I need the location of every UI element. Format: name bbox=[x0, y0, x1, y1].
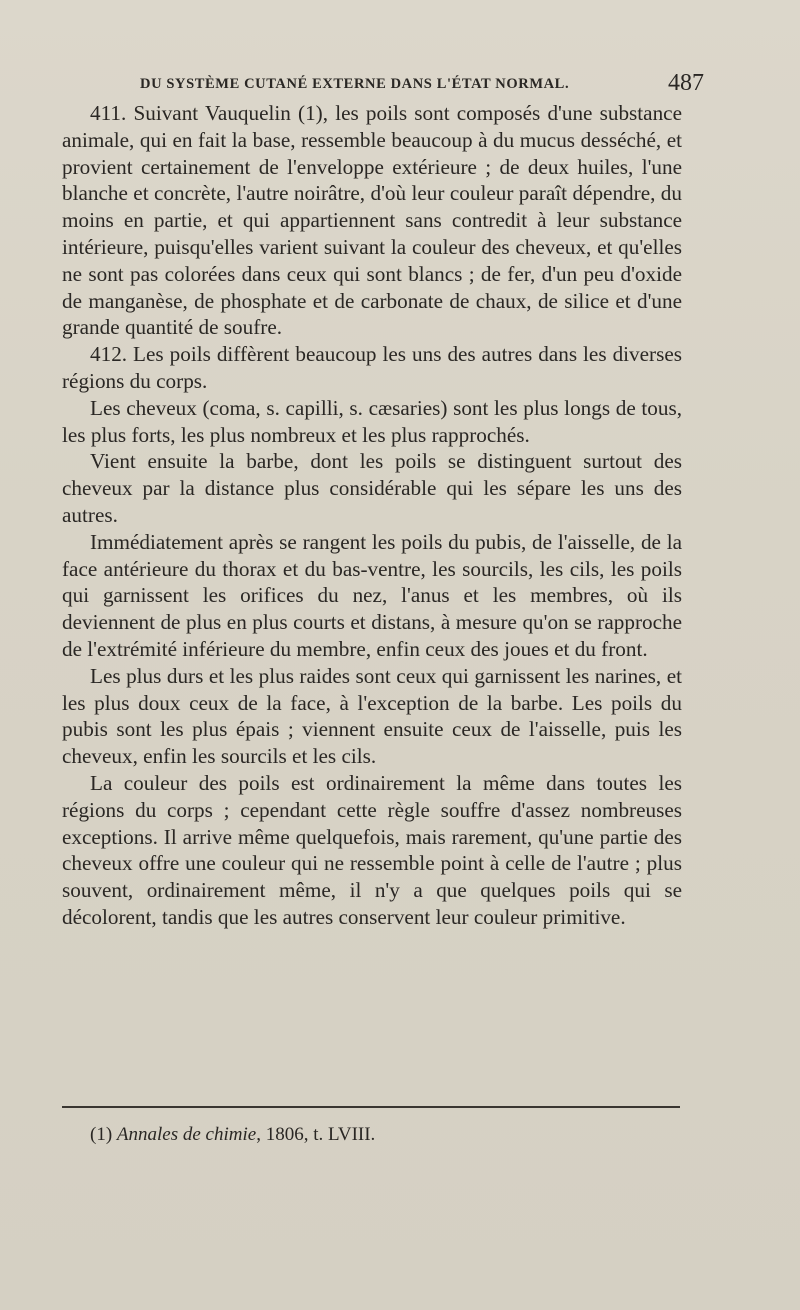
body-text bbox=[62, 100, 682, 931]
paragraph-411: 411. Suivant Vauquelin (1), les poils sont composés d'une substance animale, qui en fait la base, ressemble beaucoup à du mucus desséché, et provient certainement de l'enveloppe extérieure ; de deux huiles, l'une blanche et concrète, l'autre noirâtre, d'où leur couleur paraît dépendre, du moins en partie, et qui appartiennent sans contredit à leur substance intérieure, puisqu'elles varient suivant la couleur des cheveux, et qu'elles ne sont pas colorées dans ceux qui sont blancs ; de fer, d'un peu d'oxide de manganèse, de phosphate et de carbonate de chaux, de silice et d'une grande quantité de soufre. bbox=[62, 101, 682, 340]
footnote-details: , 1806, t. LVIII. bbox=[256, 1124, 376, 1145]
page-header bbox=[120, 70, 710, 100]
paragraph-barbe: Vient ensuite la barbe, dont les poils se distinguent surtout des cheveux par la distance plus considérable qui les sépare les uns des autres. bbox=[62, 449, 682, 527]
footnote-marker: (1) bbox=[90, 1124, 113, 1145]
paragraph-couleur: La couleur des poils est ordinairement la même dans toutes les régions du corps ; cependant cette règle souffre d'assez nombreuses exceptions. Il arrive même quelquefois, mais rarement, qu'une partie des cheveux offre une couleur qui ne ressemble point à celle de l'autre ; plus souvent, ordinairement même, il n'y a que quelques poils qui se décolorent, tandis que les autres conservent leur couleur primitive. bbox=[62, 770, 682, 929]
paragraph-cheveux: Les cheveux (coma, s. capilli, s. cæsaries) sont les plus longs de tous, les plus forts, les plus nombreux et les plus rapprochés. bbox=[62, 395, 682, 447]
paragraph-412: 412. Les poils diffèrent beaucoup les uns des autres dans les diverses régions du corps. bbox=[62, 342, 682, 393]
running-head: DU SYSTÈME CUTANÉ EXTERNE DANS L'ÉTAT NORMAL. bbox=[140, 76, 570, 92]
page-number: 487 bbox=[668, 70, 704, 96]
footnote bbox=[90, 1124, 690, 1146]
footnote-reference: Annales de chimie bbox=[116, 1124, 257, 1145]
paragraph-durete: Les plus durs et les plus raides sont ceux qui garnissent les narines, et les plus doux ceux de la face, à l'exception de la barbe. Les poils du pubis sont les plus épais ; viennent ensuite ceux de l'aisselle, puis les cheveux, enfin les sourcils et les cils. bbox=[62, 663, 682, 769]
paragraph-pubis: Immédiatement après se rangent les poils du pubis, de l'aisselle, de la face antérieure du thorax et du bas-ventre, les sourcils, les cils, les poils qui garnissent les orifices du nez, l'anus et les membres, où ils deviennent de plus en plus courts et distans, à mesure qu'on se rapproche de l'extrémité inférieure du membre, enfin ceux des joues et du front. bbox=[62, 529, 682, 661]
footnote-rule bbox=[62, 1106, 680, 1108]
